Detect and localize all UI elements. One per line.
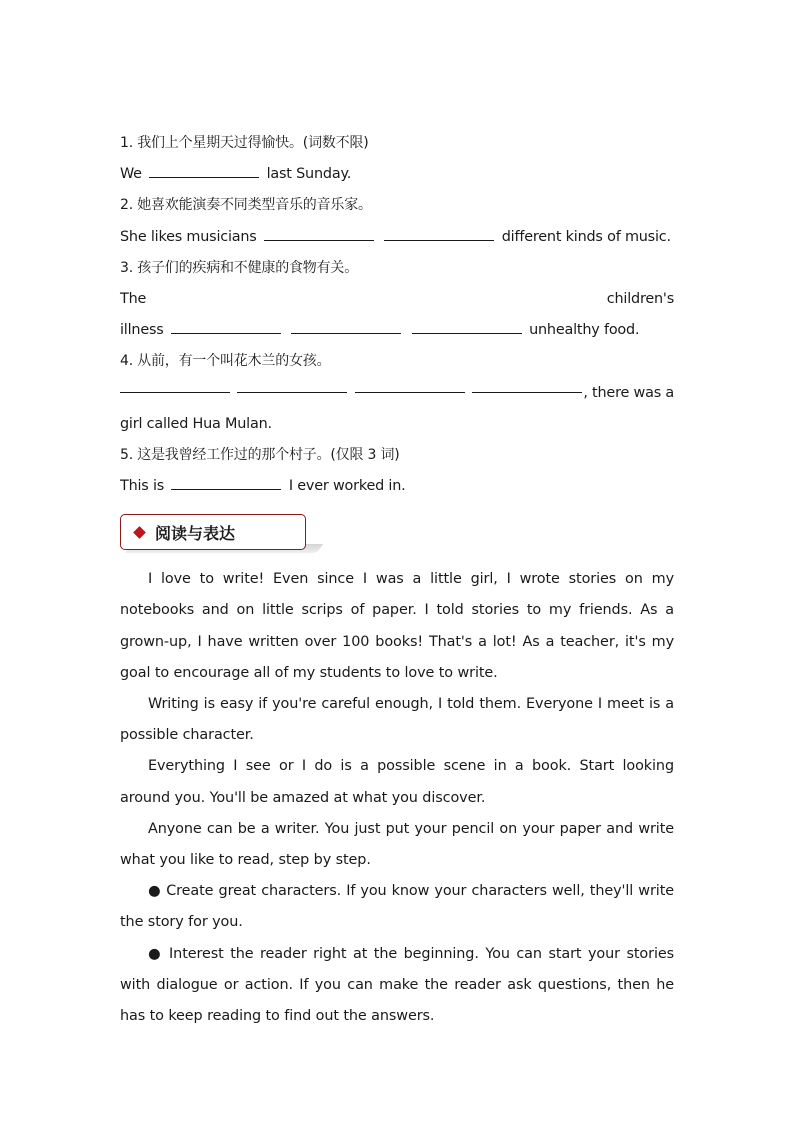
- exercise-1-after: last Sunday.: [266, 166, 352, 183]
- section-title: 阅读与表达: [155, 523, 236, 543]
- exercise-3-line2-after: unhealthy food.: [529, 322, 640, 339]
- exercise-1-before: We: [120, 166, 142, 183]
- answer-blank[interactable]: [171, 319, 281, 334]
- diamond-icon: [133, 526, 146, 539]
- answer-blank[interactable]: [171, 475, 281, 490]
- exercise-2-before: She likes musicians: [120, 228, 257, 245]
- exercise-5-prompt: 5. 这是我曾经工作过的那个村子。(仅限 3 词): [120, 446, 400, 463]
- exercise-3-line1-left: The: [120, 290, 147, 307]
- exercise-1-sentence: [120, 159, 674, 190]
- exercise-5-sentence: [120, 471, 674, 502]
- answer-blank[interactable]: [412, 319, 522, 334]
- passage-bullet: ● Interest the reader right at the beginning. You can start your stories with dialogue or action. If you can make the reader ask questions, then he has to keep reading to find out the answers.: [120, 945, 674, 1025]
- answer-blank[interactable]: [472, 378, 582, 393]
- answer-blank[interactable]: [120, 378, 230, 393]
- answer-blank[interactable]: [355, 378, 465, 393]
- section-header: [120, 514, 674, 560]
- passage-paragraph: Everything I see or I do is a possible scene in a book. Start looking around you. You'll be amazed at what you discover.: [120, 758, 674, 806]
- exercise-3-line2-before: illness: [120, 322, 164, 339]
- passage-paragraph: Writing is easy if you're careful enough, I told them. Everyone I meet is a possible character.: [120, 696, 674, 744]
- exercise-3-line-1: [120, 284, 674, 315]
- section-title-box: [120, 514, 306, 550]
- passage-paragraph: I love to write! Even since I was a little girl, I wrote stories on my notebooks and on little scrips of paper. I told stories to my friends. As a grown-up, I have written over 100 books! That's a lot! As a teacher, it's my goal to encourage all of my students to love to write.: [120, 571, 674, 681]
- exercise-3-line-2: [120, 315, 674, 346]
- answer-blank[interactable]: [264, 226, 374, 241]
- exercise-2-prompt: 2. 她喜欢能演奏不同类型音乐的音乐家。: [120, 197, 372, 214]
- exercise-2-after: different kinds of music.: [501, 228, 671, 245]
- exercise-1-prompt: 1. 我们上个星期天过得愉快。(词数不限): [120, 135, 369, 151]
- worksheet-content: [120, 128, 674, 1032]
- exercise-3-prompt: 3. 孩子们的疾病和不健康的食物有关。: [120, 259, 359, 276]
- passage-bullet: ● Create great characters. If you know your characters well, they'll write the story for you.: [120, 883, 674, 931]
- answer-blank[interactable]: [291, 319, 401, 334]
- exercise-4-line-2: girl called Hua Mulan.: [120, 415, 272, 432]
- exercise-3-line1-right: children's: [606, 290, 674, 307]
- exercise-4-line-1: [120, 378, 674, 409]
- answer-blank[interactable]: [149, 163, 259, 178]
- answer-blank[interactable]: [384, 226, 494, 241]
- exercise-4-line1-after: , there was a: [583, 384, 674, 401]
- exercise-2-sentence: [120, 222, 674, 253]
- answer-blank[interactable]: [237, 378, 347, 393]
- exercise-5-before: This is: [120, 478, 165, 495]
- passage-paragraph: Anyone can be a writer. You just put your pencil on your paper and write what you like to read, step by step.: [120, 820, 674, 869]
- exercise-5-after: I ever worked in.: [288, 478, 406, 495]
- exercise-4-prompt: 4. 从前，有一个叫花木兰的女孩。: [120, 353, 331, 370]
